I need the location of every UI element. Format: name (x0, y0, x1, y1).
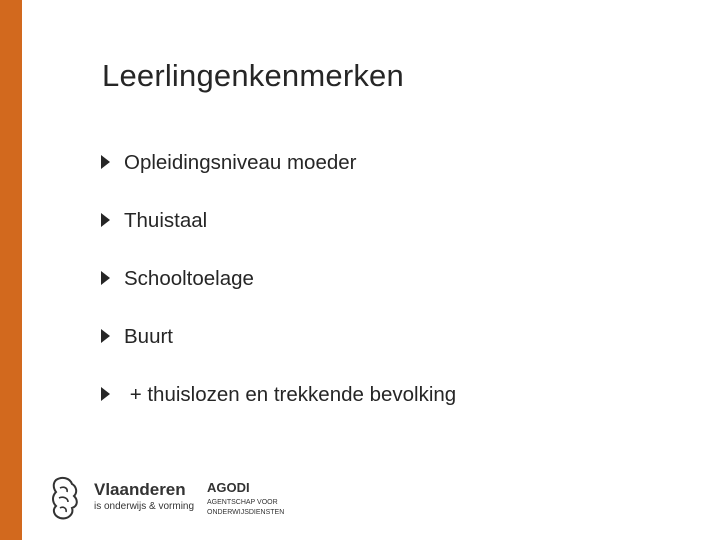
bullet-item (101, 264, 456, 322)
bullet-item (101, 148, 456, 206)
footer-logos (50, 470, 290, 526)
bullet-item (101, 380, 456, 438)
slide-title: Leerlingenkenmerken (102, 58, 404, 93)
vlaanderen-tagline: is onderwijs & vorming (94, 501, 195, 512)
agodi-subtitle-line: AGENTSCHAP VOOR (207, 499, 278, 506)
vlaanderen-logo-text: Vlaanderen (94, 480, 186, 499)
bullet-text: Buurt (124, 325, 173, 348)
bullet-item (101, 206, 456, 264)
bullet-text: + thuislozen en trekkende bevolking (124, 383, 457, 406)
triangle-bullet-icon (101, 153, 110, 171)
accent-bar (0, 0, 22, 540)
triangle-bullet-icon (101, 269, 110, 287)
triangle-bullet-icon (101, 385, 110, 403)
agodi-subtitle (207, 498, 297, 518)
triangle-bullet-icon (101, 211, 110, 229)
bullet-text: Thuistaal (124, 209, 208, 232)
agodi-subtitle-line: ONDERWIJSDIENSTEN (207, 509, 285, 516)
triangle-bullet-icon (101, 327, 110, 345)
agodi-logo-text: AGODI (207, 480, 250, 495)
bullet-list (101, 148, 456, 438)
bullet-text: Schooltoelage (124, 267, 254, 290)
bullet-text: Opleidingsniveau moeder (124, 151, 357, 174)
bullet-item (101, 322, 456, 380)
flemish-lion-icon (50, 474, 82, 522)
